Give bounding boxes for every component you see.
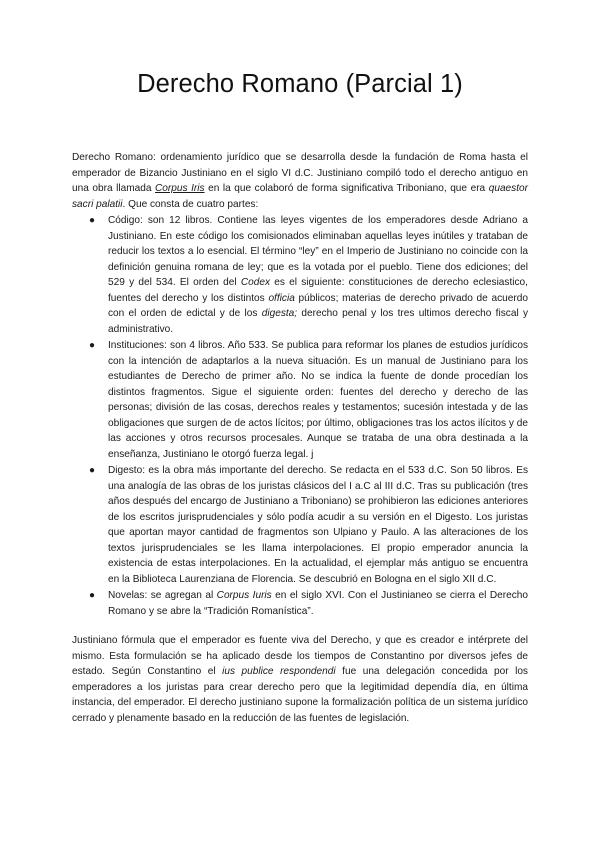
intro-text-1: Derecho Romano: ordenamiento jurídico que se desarrolla desde la fundación de Roma hasta el emperador de Bizancio Justiniano en el siglo VI d.C. Justiniano compiló todo el derecho antiguo en una obra llamada <box>72 152 528 194</box>
digesta-term: digesta; <box>261 308 298 319</box>
bullet-icon: ● <box>89 340 96 351</box>
corpus-iris-term: Corpus Iris <box>155 183 205 194</box>
list-item-novelas <box>72 588 528 619</box>
corpus-iuris-term: Corpus Iuris <box>216 590 272 601</box>
closing-paragraph <box>72 633 528 726</box>
novelas-text-1: Novelas: se agregan al <box>108 590 217 601</box>
digesto-text: Digesto: es la obra más importante del derecho. Se redacta en el 533 d.C. Son 50 libros. Es una analogía de las obras de los juristas clásicos del I a.C al III d.C. Tras su publicación (tres años después del encargo de Justiniano a Triboniano) se prohibieron las ediciones anteriores de los escritos jurisprudenciales y sólo podía acudir a su versión en el Digesto. Los juristas que aportan mayor cantidad de fragmentos son Ulpiano y Paulo. A las alteraciones de los textos jurisprudenciales se les llama interpolaciones. El propio emperador anuncia la existencia de estas interpolaciones. En la actualidad, el ejemplar más antiguo se encuentra en la Biblioteca Laurenziana de Florencia. Se descubrió en Bologna en el siglo XII d.C. <box>108 465 528 585</box>
intro-paragraph <box>72 150 528 212</box>
codigo-text-3: públicos; materias de derecho privado de acuerdo con el orden de edictal y de los <box>108 292 528 319</box>
intro-text-2: en la que colaboró de forma significativa Triboniano, que era <box>204 183 489 194</box>
intro-text-3: . Que consta de cuatro partes: <box>122 198 259 210</box>
bullet-icon: ● <box>89 215 96 226</box>
closing-text-2: fue una delegación concedida por los emperadores a los juristas para crear derecho pero que la legitimidad dependía día, en última instancia, del emperador. El derecho justiniano supone la formalización política de un sistema jurídico cerrado y plenamente basado en la reducción de las fuentes de legislación. <box>72 666 528 724</box>
codigo-text-4: derecho penal y los tres ultimos derecho fiscal y administrativo. <box>108 308 529 335</box>
bullet-icon: ● <box>89 465 96 476</box>
list-item-digesto <box>72 463 528 587</box>
instituciones-text: Instituciones: son 4 libros. Año 533. Se publica para reformar los planes de estudios jurídicos con la intención de adaptarlos a la nueva situación. Es un manual de Justiniano para los estudiantes de Derecho de primer año. No se indica la fuente de donde procedían los distintos fragmentos. Sigue el siguiente orden: fuentes del derecho y derecho de las personas; división de las cosas, derechos reales y testamentos; sucesión intestada y de las obligaciones que surgen de de actos lícitos; por último, obligaciones tras los actos ilícitos y de las acciones y otros recursos procesales. Aunque se trataba de una obra destinada a la enseñanza, Justiniano le otorgó fuerza legal. j <box>108 340 528 460</box>
codigo-text-1: Código: son 12 libros. Contiene las leyes vigentes de los emperadores desde Adriano a Justiniano. En este código los comisionados eliminaban aquellas leyes inútiles y trataban de reducir los textos a lo esencial. El término “ley” en el Imperio de Justiniano no coincide con la definición genuina romana de ley; que es la votada por el pueblo. Tiene dos ediciones; del 529 y del 534. El orden del <box>108 215 528 288</box>
parts-list <box>72 213 528 620</box>
page-title: Derecho Romano (Parcial 1) <box>137 70 463 98</box>
list-item-instituciones <box>72 338 528 462</box>
closing-text-1: Justiniano fórmula que el emperador es fuente viva del Derecho, y que es creador e intérprete del mismo. Esta formulación se ha aplicado desde los tiempos de Constantino por diversos jefes de estado. Según Constantino el <box>72 635 528 677</box>
codex-term: Codex <box>240 277 271 288</box>
list-item-codigo <box>72 213 528 337</box>
ius-term: ius publice respondendi <box>222 666 336 677</box>
officia-term: officia <box>268 292 295 304</box>
quaestor-term: quaestor sacri palatii <box>72 183 528 210</box>
novelas-text-2: en el siglo XVI. Con el Justinianeo se cierra el Derecho Romano y se abre la “Tradición Romanística”. <box>108 590 528 617</box>
bullet-icon: ● <box>89 590 96 601</box>
codigo-text-2: es el siguiente: constituciones de derecho eclesiastico, fuentes del derecho y los distintos <box>108 277 528 304</box>
